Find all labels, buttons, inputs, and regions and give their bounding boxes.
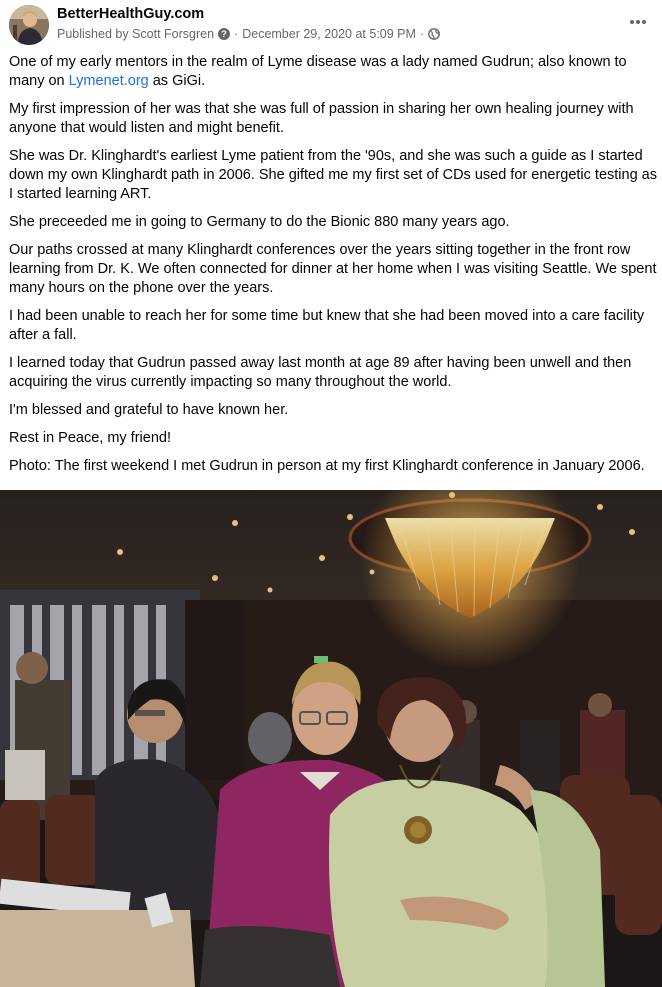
avatar[interactable] (9, 5, 49, 45)
svg-text:?: ? (221, 29, 227, 40)
post-paragraph-5: Our paths crossed at many Klinghardt conferences over the years sitting together in the front row learning from Dr. K. We often connected for dinner at her home when I was visiting Seattle. We spent many hours on the phone over the years. (9, 242, 657, 296)
more-horizontal-icon (629, 19, 647, 25)
post-timestamp[interactable]: December 29, 2020 at 5:09 PM (242, 27, 416, 41)
avatar-image (9, 5, 49, 45)
post-paragraph-9: Rest in Peace, my friend! (9, 430, 171, 446)
lymenet-link[interactable]: Lymenet.org (68, 73, 149, 89)
post-paragraph-7: I learned today that Gudrun passed away last month at age 89 after having been unwell and then acquiring the virus currently impacting so many throughout the world. (9, 355, 632, 390)
post-paragraph-6: I had been unable to reach her for some time but knew that she had been moved into a care facility after a fall. (9, 308, 645, 343)
meta-separator-2: · (419, 27, 425, 41)
more-options-button[interactable] (626, 12, 650, 32)
post-text (9, 53, 659, 485)
post-paragraph-1 (9, 53, 659, 91)
post-paragraph-2: My first impression of her was that she was full of passion in sharing her own healing journey with anyone that would listen and might benefit. (9, 101, 634, 136)
conference-photo-illustration (0, 490, 662, 987)
post-meta (57, 27, 440, 41)
question-icon[interactable] (218, 28, 230, 40)
post-paragraph-8: I'm blessed and grateful to have known her. (9, 402, 289, 418)
post-paragraph-10: Photo: The first weekend I met Gudrun in person at my first Klinghardt conference in January 2006. (9, 458, 645, 474)
page-name-link[interactable]: BetterHealthGuy.com (57, 6, 205, 22)
post-paragraph-3: She was Dr. Klinghardt's earliest Lyme patient from the '90s, and she was such a guide as I started down my own Klinghardt path in 2006. She gifted me my first set of CDs used for energetic testing as I started learning ART. (9, 148, 657, 202)
post-paragraph-4: She preceeded me in going to Germany to do the Bionic 880 many years ago. (9, 214, 510, 230)
published-prefix: Published by (57, 27, 129, 41)
author-name[interactable]: Scott Forsgren (132, 27, 215, 41)
meta-separator: · (234, 27, 239, 41)
globe-icon[interactable] (428, 28, 440, 40)
post-photo[interactable] (0, 490, 662, 987)
post-header (0, 0, 662, 50)
post-text-segment: as GiGi. (148, 73, 206, 89)
post-text-segment: One of my early mentors in the realm of Lyme disease was a lady named Gudrun; also known to many on (9, 54, 627, 89)
